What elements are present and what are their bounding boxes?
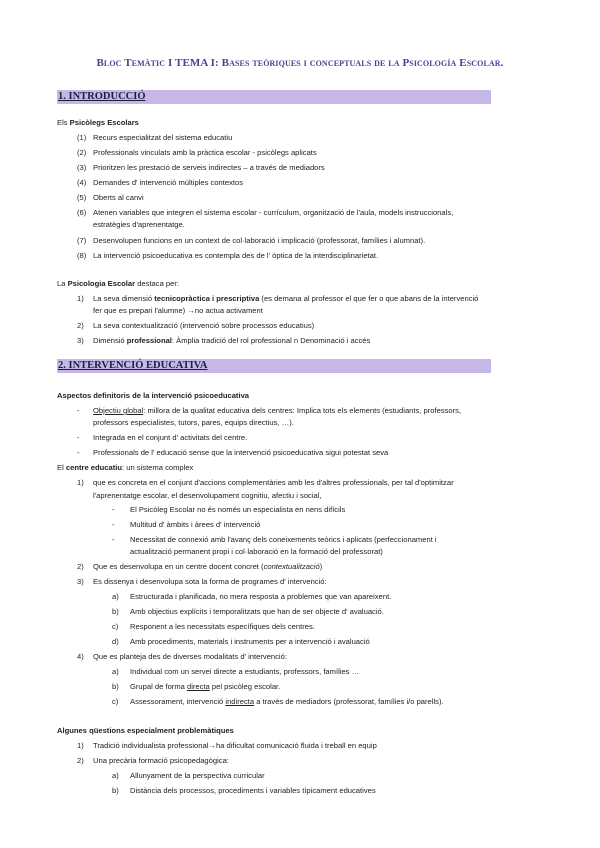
list-item: Que es planteja des de diverses modalitats d' intervenció: (93, 652, 287, 661)
feature-text: Dimensió (93, 336, 127, 345)
list-number: 1) (77, 478, 84, 487)
issues-title-text: Algunes qüestions especialment problemàtiques (57, 726, 234, 735)
sub-item: Multitud d' àmbits i àrees d' intervenció (130, 520, 261, 529)
sub-item: Amb objectius explícits i temporalitzats que han de ser objecte d' avaluació. (130, 607, 384, 616)
list-item (93, 294, 478, 304)
sub-letter: c) (112, 697, 119, 706)
sub-item: Distància dels processos, procediments i variables típicament educatives (130, 786, 376, 795)
point-italic: contextualització (263, 562, 320, 571)
sub-item: Allunyament de la perspectiva curricular (130, 771, 265, 780)
list-item: Oberts al canvi (93, 193, 144, 202)
psico-suffix: destaca per: (135, 279, 179, 288)
school-psychology-intro (57, 279, 179, 289)
mode-text: Assessorament, intervenció (130, 697, 226, 706)
list-number: 2) (77, 321, 84, 330)
list-item-continuation: fer que es prepari l'alumne) →no actua activament (93, 306, 263, 315)
list-item-continuation: l'aprenentatge escolar, el desenvolupament cognitiu, afectiu i social, (93, 491, 322, 500)
list-item: La intervenció psicoeducativa es contempla des de l' òptica de la interdisciplinarietat. (93, 251, 379, 260)
sub-letter: d) (112, 637, 119, 646)
feature-bold: tecnicopràctica i prescriptiva (154, 294, 260, 303)
centre-suffix: : un sistema complex (122, 463, 194, 472)
list-item: Integrada en el conjunt d' activitats del centre. (93, 433, 248, 442)
section-2-header (57, 359, 491, 373)
aspects-title-text: Aspectos definitoris de la intervenció psicoeducativa (57, 391, 250, 400)
list-number: 3) (77, 336, 84, 345)
list-item (93, 562, 322, 572)
list-item: Recurs especialitzat del sistema educatiu (93, 133, 233, 142)
list-number: 1) (77, 741, 84, 750)
underlined-term: directa (186, 682, 210, 691)
bullet: - (112, 505, 115, 514)
document-title: Bloc Temàtic I TEMA I: Bases teòriques i conceptuals de la Psicología Escolar. (96, 57, 504, 69)
list-item: Desenvolupen funcions en un context de col·laboració i implicació (professorat, famílies i alumnat). (93, 236, 426, 245)
sub-letter: c) (112, 622, 119, 631)
sub-letter: a) (112, 592, 119, 601)
list-item: Professionals vinculats amb la pràctica escolar - psicòlegs aplicats (93, 148, 317, 157)
list-item: Tradició individualista professional→ha dificultat comunicació fluida i treball en equip (93, 741, 377, 750)
list-item (93, 406, 461, 416)
list-number: (6) (77, 208, 87, 217)
list-number: (5) (77, 193, 87, 202)
list-number: 3) (77, 577, 84, 586)
list-number: (2) (77, 148, 87, 157)
mode-text: pel psicòleg escolar. (209, 682, 281, 691)
list-number: 2) (77, 756, 84, 765)
list-item: Professionals de l' educació sense que la intervenció psicoeducativa sigui potestat seva (93, 448, 389, 457)
list-number: (4) (77, 178, 87, 187)
underlined-term: indirecta (225, 697, 255, 706)
sub-letter: b) (112, 607, 119, 616)
feature-text: La seva dimensió (93, 294, 155, 303)
intro-bold: Psicòlegs Escolars (69, 118, 139, 127)
sub-letter: a) (112, 771, 119, 780)
list-number: 2) (77, 562, 84, 571)
list-item: Demandes d' intervenció múltiples contextos (93, 178, 244, 187)
sub-letter: b) (112, 786, 119, 795)
list-item-continuation: estratègies d'aprenentatge. (93, 220, 185, 229)
bullet: - (112, 535, 115, 544)
sub-item: Estructurada i planificada, no mera resposta a problemes que van apareixent. (130, 592, 392, 601)
centre-prefix: El (57, 463, 66, 472)
sub-item: Individual com un servei directe a estudiants, professors, famílies … (130, 667, 360, 676)
list-item: Atenen variables que integren el sistema escolar - currículum, organització de l'aula, models instruccionals, (93, 208, 454, 217)
list-item: que es concreta en el conjunt d'accions complementàries amb les d'altres professionals, per tal d'optimitzar (93, 478, 454, 487)
bullet: - (77, 406, 80, 415)
list-number: (7) (77, 236, 87, 245)
list-item: Prioritzen les prestació de serveis indirectes – a través de mediadors (93, 163, 325, 172)
aspects-title (57, 391, 249, 401)
mode-text: Grupal de forma (130, 682, 187, 691)
list-item: La seva contextualització (intervenció sobre processos educatius) (93, 321, 315, 330)
psico-bold: Psicologia Escolar (67, 279, 136, 288)
feature-text: : Àmplia tradició del rol professional n Denominació i accés (171, 336, 371, 345)
bullet: - (112, 520, 115, 529)
list-number: (8) (77, 251, 87, 260)
sub-item: Responent a les necessitats específiques dels centres. (130, 622, 315, 631)
list-item: Una precària formació psicopedagògica: (93, 756, 229, 765)
bullet: - (77, 448, 80, 457)
sub-item (130, 682, 280, 692)
sub-item: Amb procediments, materials i instruments per a intervenció i avaluació (130, 637, 370, 646)
mode-text: a través de mediadors (professorat, famílies i/o parells). (254, 697, 444, 706)
sub-item: El Psicòleg Escolar no és només un especialista en nens difícils (130, 505, 346, 514)
section-1-header (57, 90, 491, 104)
point-text: Que es desenvolupa en un centre docent concret ( (93, 562, 264, 571)
list-number: (1) (77, 133, 87, 142)
sub-item: Necessitat de connexió amb l'avanç dels coneixements teòrics i aplicats (perfeccionament i (130, 535, 437, 544)
list-item (93, 336, 370, 346)
centre-bold: centre educatiu (65, 463, 123, 472)
underlined-term: Objectiu global (93, 406, 144, 415)
point-text: ) (319, 562, 323, 571)
psico-prefix: La (57, 279, 68, 288)
list-number: 1) (77, 294, 84, 303)
section-2-heading: 2. INTERVENCIÓ EDUCATIVA (58, 360, 208, 371)
list-item: Es dissenya i desenvolupa sota la forma de programes d' intervenció: (93, 577, 327, 586)
list-item-continuation: professors especialistes, tutors, pares, equips directius, …). (93, 418, 294, 427)
issues-title (57, 726, 234, 736)
feature-text: (es demana al professor el que fer o que abans de la intervenció (259, 294, 479, 303)
sub-letter: b) (112, 682, 119, 691)
section-1-heading: 1. INTRODUCCIÓ (58, 91, 146, 102)
sub-item (130, 697, 444, 707)
psychologists-intro (57, 118, 139, 128)
intro-prefix: Els (57, 118, 70, 127)
bullet: - (77, 433, 80, 442)
centre-intro (57, 463, 193, 473)
feature-bold: professional (126, 336, 172, 345)
list-number: (3) (77, 163, 87, 172)
sub-item-continuation: actualització permanent propi i col·laboració en la formació del professorat) (130, 547, 383, 556)
aspect-text: : millora de la qualitat educativa dels centres: Implica tots els elements (estudiants, professors, (143, 406, 462, 415)
sub-letter: a) (112, 667, 119, 676)
list-number: 4) (77, 652, 84, 661)
